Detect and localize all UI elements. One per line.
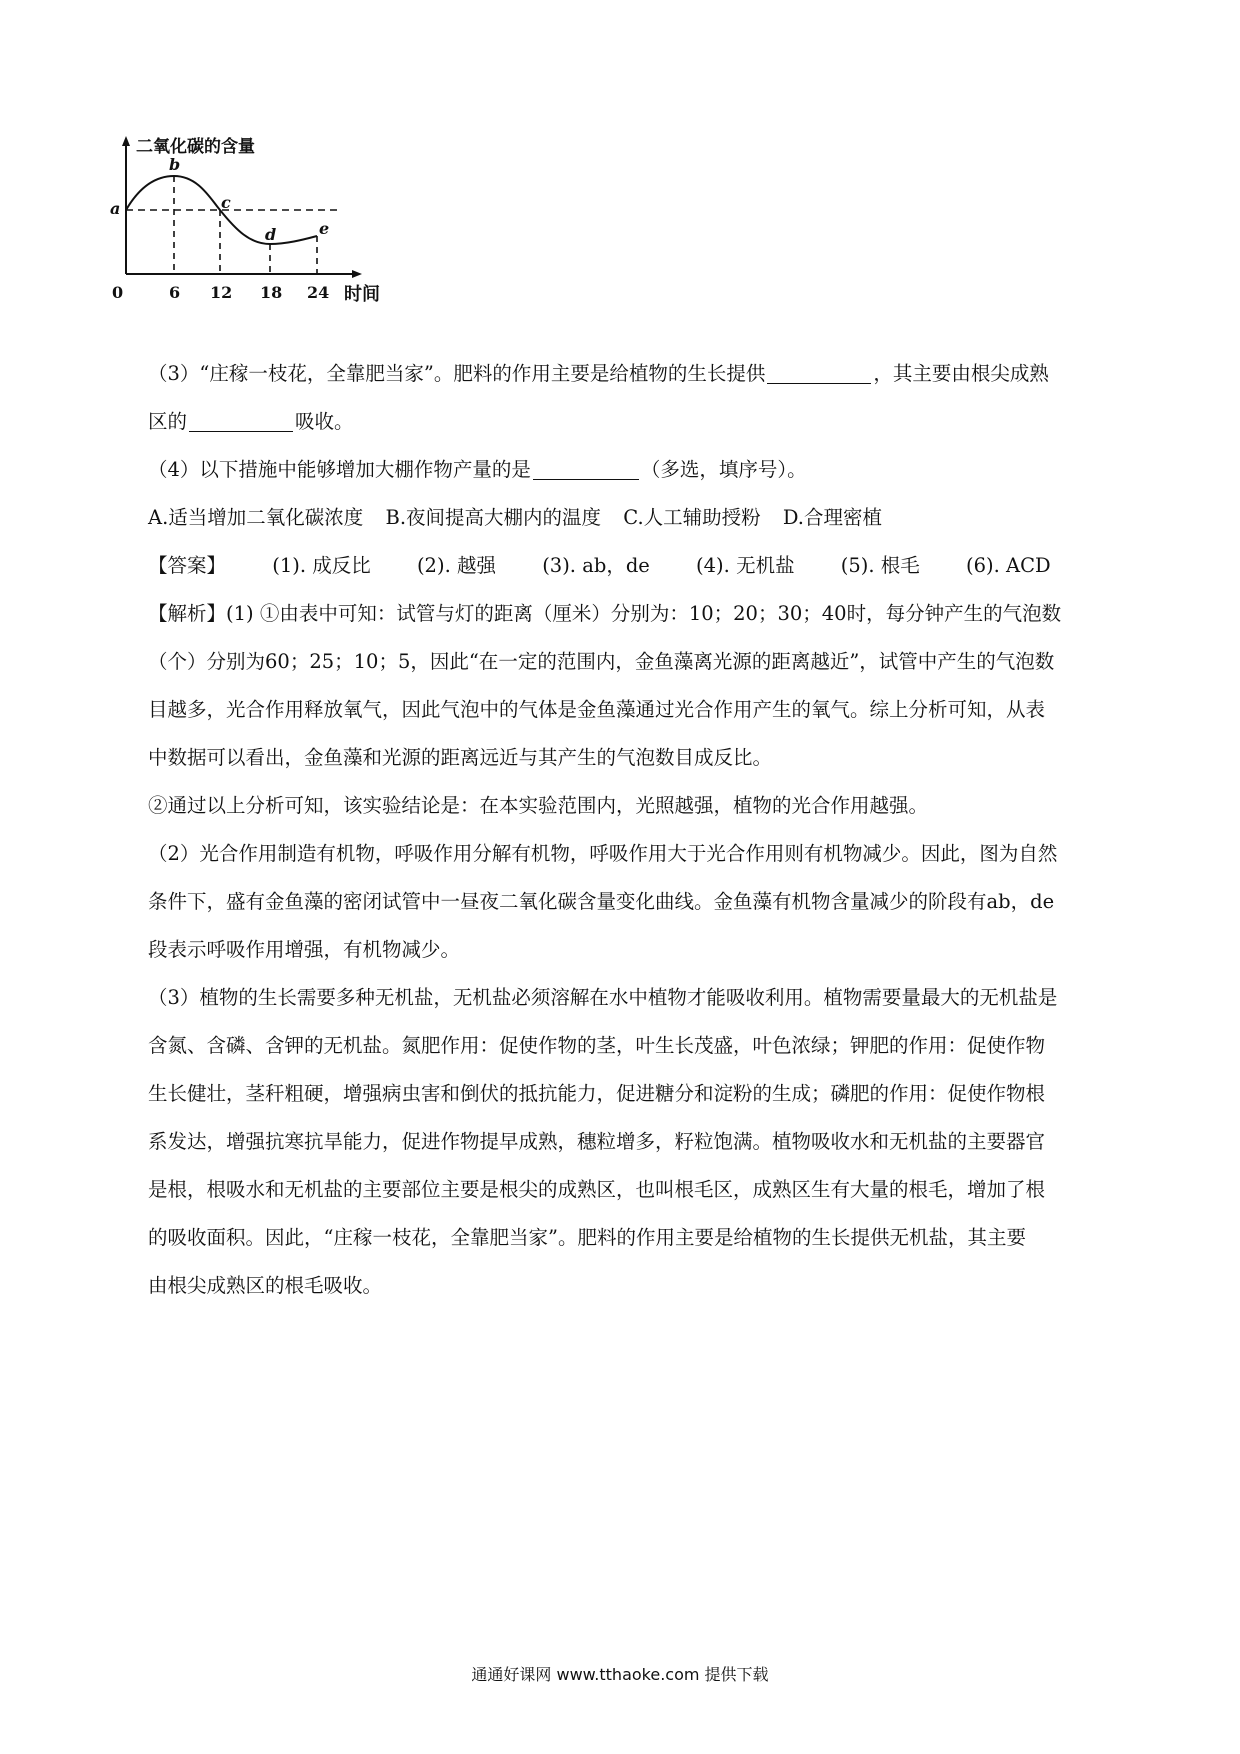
analysis-line: （2）光合作用制造有机物，呼吸作用分解有机物，呼吸作用大于光合作用则有机物减少。因此，图为自然 xyxy=(148,842,1058,865)
question-4-options xyxy=(148,494,1138,542)
option-b: B.夜间提高大棚内的温度 xyxy=(385,506,602,529)
point-label-a: a xyxy=(110,199,121,218)
point-label-e: e xyxy=(319,219,330,238)
analysis-line: 【解析】(1) ①由表中可知：试管与灯的距离（厘米）分别为：10；20；30；40时，每分钟产生的气泡数 xyxy=(148,602,1062,625)
analysis-line: 生长健壮，茎秆粗硬，增强病虫害和倒伏的抵抗能力，促进糖分和淀粉的生成；磷肥的作用：促使作物根 xyxy=(148,1082,1046,1105)
q3-blank-1 xyxy=(767,361,871,384)
question-3-line-2 xyxy=(148,398,1138,446)
analysis-line: 系发达，增强抗寒抗旱能力，促进作物提早成熟，穗粒增多，籽粒饱满。植物吸收水和无机盐的主要器官 xyxy=(148,1130,1046,1153)
x-tick-18: 18 xyxy=(260,283,283,302)
q4-blank xyxy=(533,457,639,480)
point-label-b: b xyxy=(169,155,181,174)
analysis-line: 段表示呼吸作用增强，有机物减少。 xyxy=(148,938,461,961)
q3-blank-2 xyxy=(189,409,293,432)
answer-item-2: (2). 越强 xyxy=(416,554,496,577)
analysis-line: （个）分别为60；25；10；5，因此“在一定的范围内，金鱼藻离光源的距离越近”，试管中产生的气泡数 xyxy=(148,650,1055,673)
option-c: C.人工辅助授粉 xyxy=(623,506,761,529)
x-axis-label: 时间 xyxy=(344,284,380,305)
analysis-line: ②通过以上分析可知，该实验结论是：在本实验范围内，光照越强，植物的光合作用越强。 xyxy=(148,794,929,817)
q3-line2-prefix: 区的 xyxy=(148,410,188,433)
x-tick-24: 24 xyxy=(307,283,330,302)
page-footer: 通通好课网 www.tthaoke.com 提供下载 xyxy=(471,1665,769,1684)
x-axis-arrow xyxy=(352,270,362,278)
option-a: A.适当增加二氧化碳浓度 xyxy=(148,506,364,529)
analysis-line: 由根尖成熟区的根毛吸收。 xyxy=(148,1274,383,1297)
analysis-line: 目越多，光合作用释放氧气，因此气泡中的气体是金鱼藻通过光合作用产生的氧气。综上分析可知，从表 xyxy=(148,698,1046,721)
q3-mid: ，其主要由根尖成熟 xyxy=(873,362,1049,385)
answer-item-4: (4). 无机盐 xyxy=(696,554,795,577)
analysis-line: 的吸收面积。因此，“庄稼一枝花，全靠肥当家”。肥料的作用主要是给植物的生长提供无机盐，其主要 xyxy=(148,1226,1026,1249)
question-4-stem xyxy=(148,446,1138,494)
option-d: D.合理密植 xyxy=(782,506,882,529)
analysis-line: 中数据可以看出，金鱼藻和光源的距离远近与其产生的气泡数目成反比。 xyxy=(148,746,773,769)
analysis-line: 条件下，盛有金鱼藻的密闭试管中一昼夜二氧化碳含量变化曲线。金鱼藻有机物含量减少的阶段有ab，de xyxy=(148,890,1055,913)
document-body xyxy=(148,350,1138,1310)
analysis-line: 是根，根吸水和无机盐的主要部位主要是根尖的成熟区，也叫根毛区，成熟区生有大量的根毛，增加了根 xyxy=(148,1178,1046,1201)
analysis-line: （3）植物的生长需要多种无机盐，无机盐必须溶解在水中植物才能吸收利用。植物需要量最大的无机盐是 xyxy=(148,986,1058,1009)
question-3-line-1 xyxy=(148,350,1138,398)
q3-prefix: （3）“庄稼一枝花，全靠肥当家”。肥料的作用主要是给植物的生长提供 xyxy=(148,362,766,385)
answer-item-5: (5). 根毛 xyxy=(840,554,920,577)
x-tick-12: 12 xyxy=(210,283,233,302)
q4-suffix: （多选，填序号）。 xyxy=(640,458,807,481)
point-label-c: c xyxy=(221,193,231,212)
answer-label: 【答案】 xyxy=(148,554,227,577)
y-axis-label: 二氧化碳的含量 xyxy=(136,137,255,157)
answer-item-1: (1). 成反比 xyxy=(272,554,371,577)
answer-line xyxy=(148,542,1138,590)
co2-chart xyxy=(110,132,438,342)
point-label-d: d xyxy=(265,225,277,244)
analysis-line: 含氮、含磷、含钾的无机盐。氮肥作用：促使作物的茎，叶生长茂盛，叶色浓绿；钾肥的作用：促使作物 xyxy=(148,1034,1046,1057)
answer-item-6: (6). ACD xyxy=(966,554,1051,577)
q4-prefix: （4）以下措施中能够增加大棚作物产量的是 xyxy=(148,458,531,481)
x-tick-0: 0 xyxy=(112,283,124,302)
q3-line2-suffix: 吸收。 xyxy=(295,410,354,433)
x-tick-6: 6 xyxy=(169,283,181,302)
y-axis-arrow xyxy=(122,136,130,146)
answer-item-3: (3). ab，de xyxy=(542,554,650,577)
co2-chart-svg xyxy=(110,132,438,342)
